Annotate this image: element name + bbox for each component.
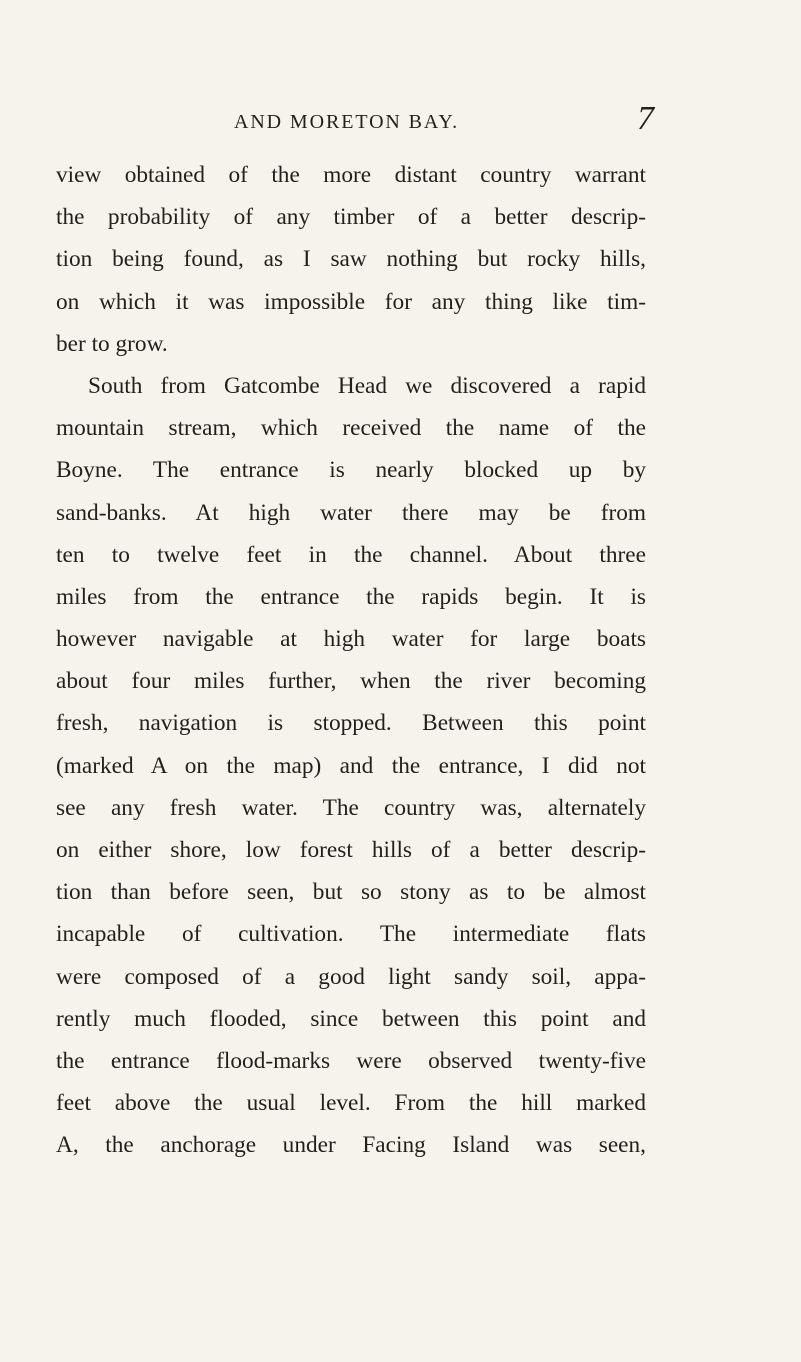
running-title: AND MORETON BAY.: [234, 111, 460, 133]
text-line: (marked A on the map) and the entrance, I did not: [56, 752, 646, 779]
body-text: [56, 154, 646, 1167]
text-line: the entrance flood-marks were observed twenty-five: [56, 1047, 646, 1074]
text-line: miles from the entrance the rapids begin. It is: [56, 583, 646, 610]
text-line: see any fresh water. The country was, alternately: [56, 794, 646, 821]
text-line: fresh, navigation is stopped. Between this point: [56, 710, 646, 737]
text-line: tion than before seen, but so stony as to be almost: [56, 879, 646, 906]
text-line: feet above the usual level. From the hill marked: [56, 1090, 646, 1117]
text-line: tion being found, as I saw nothing but rocky hills,: [56, 246, 646, 273]
text-line: were composed of a good light sandy soil, appa-: [56, 963, 646, 990]
text-line: A, the anchorage under Facing Island was seen,: [56, 1132, 646, 1159]
text-line: ten to twelve feet in the channel. About three: [56, 541, 646, 568]
page-number: 7: [637, 100, 654, 137]
text-line: about four miles further, when the river becoming: [56, 668, 646, 695]
paragraph-start-line: South from Gatcombe Head we discovered a rapid: [88, 372, 646, 399]
text-line: incapable of cultivation. The intermediate flats: [56, 921, 646, 948]
text-line: the probability of any timber of a better descrip-: [56, 204, 646, 231]
running-head: [84, 99, 654, 139]
text-line: on which it was impossible for any thing like tim-: [56, 288, 646, 315]
text-line: however navigable at high water for large boats: [56, 626, 646, 653]
paragraph-end-line: ber to grow.: [56, 330, 168, 357]
text-line: on either shore, low forest hills of a better descrip-: [56, 837, 646, 863]
text-line: sand-banks. At high water there may be from: [56, 499, 646, 526]
text-line: Boyne. The entrance is nearly blocked up by: [56, 457, 646, 484]
text-line: mountain stream, which received the name of the: [56, 415, 646, 442]
text-line: view obtained of the more distant country warrant: [56, 162, 646, 188]
text-line: rently much flooded, since between this point and: [56, 1005, 646, 1032]
